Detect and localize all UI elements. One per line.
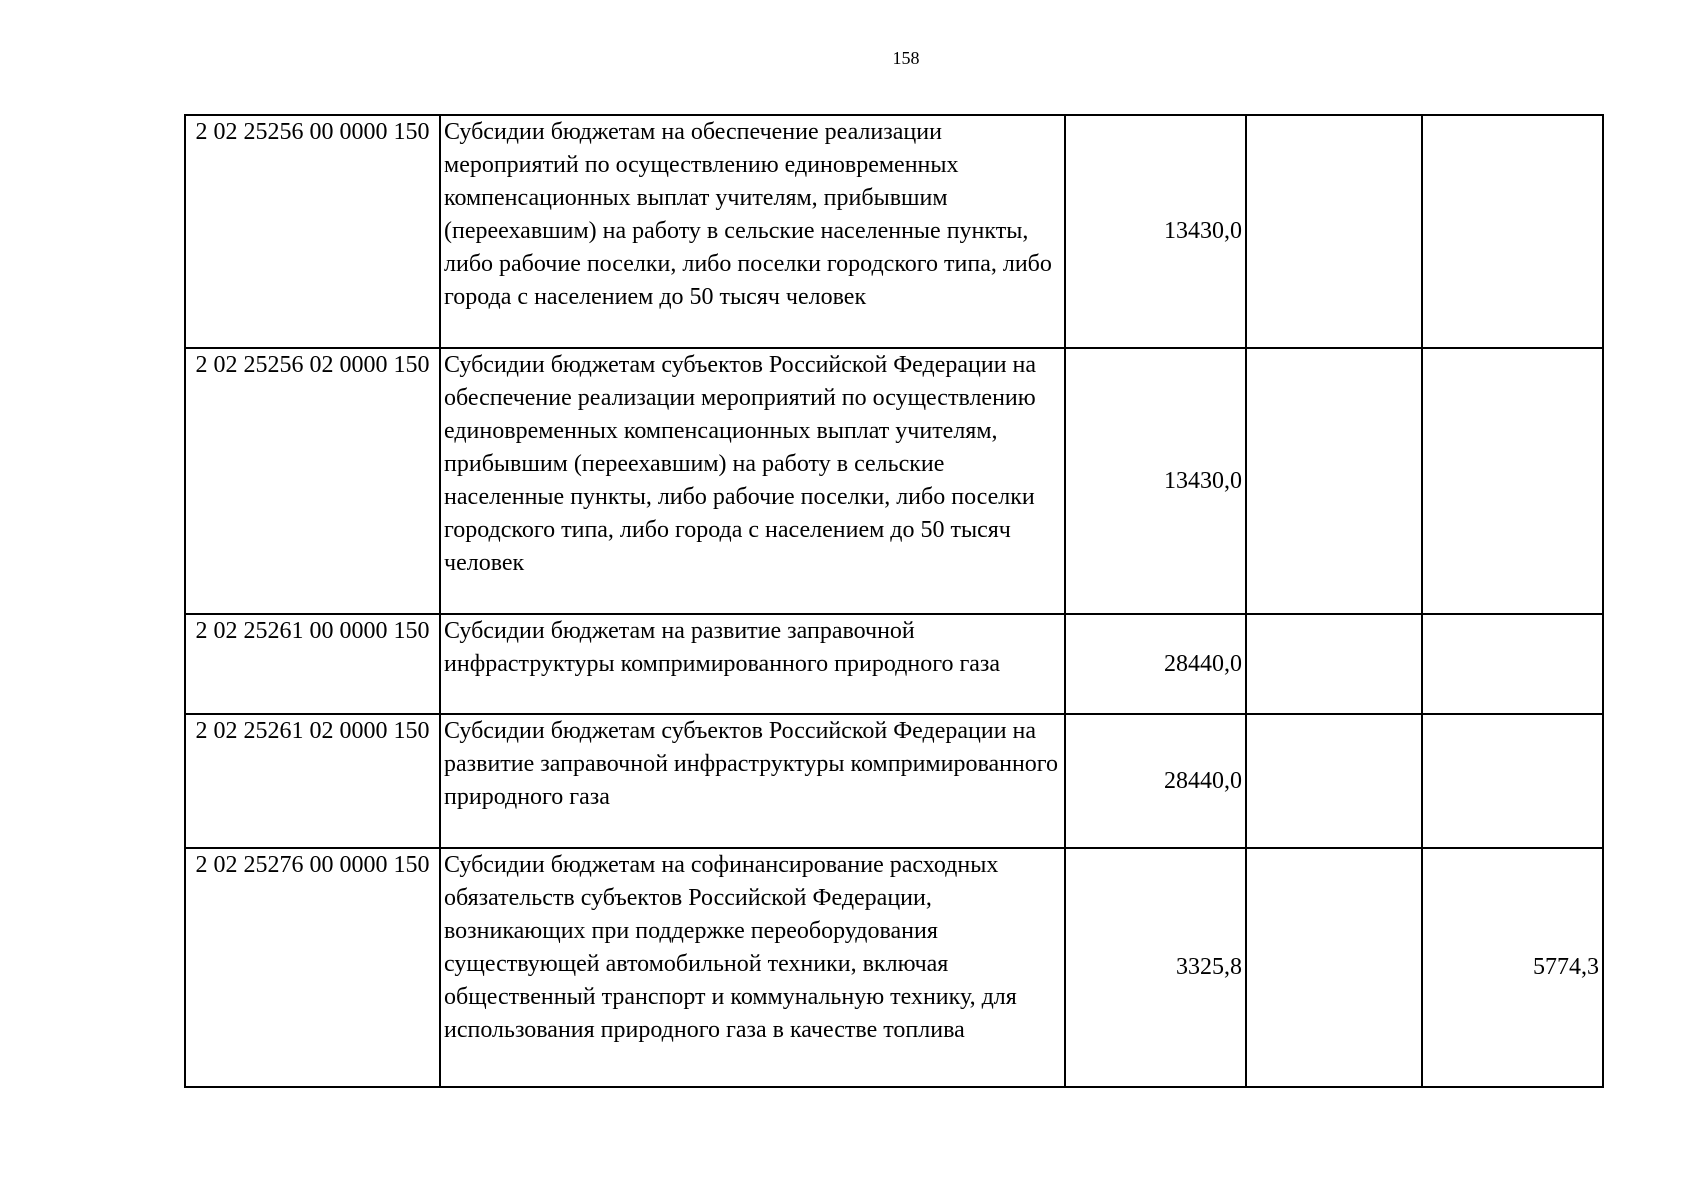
value-cell-2 xyxy=(1246,848,1422,1087)
value-cell-2 xyxy=(1246,714,1422,848)
table-row xyxy=(185,714,1603,848)
description-cell: Субсидии бюджетам на развитие заправочной инфраструктуры компримированного природного газа xyxy=(440,614,1065,714)
budget-table xyxy=(184,114,1604,1088)
value-cell-1: 13430,0 xyxy=(1065,115,1246,348)
page-number: 158 xyxy=(892,48,920,68)
description-cell: Субсидии бюджетам субъектов Российской Федерации на развитие заправочной инфраструктуры компримированного природного газа xyxy=(440,714,1065,848)
value-cell-3 xyxy=(1422,614,1603,714)
value-cell-2 xyxy=(1246,115,1422,348)
value-cell-2 xyxy=(1246,348,1422,614)
table-row xyxy=(185,614,1603,714)
table-row xyxy=(185,348,1603,614)
budget-code-cell: 2 02 25256 00 0000 150 xyxy=(185,115,440,348)
value-cell-3: 5774,3 xyxy=(1422,848,1603,1087)
description-cell: Субсидии бюджетам на обеспечение реализации мероприятий по осуществлению единовременных компенсационных выплат учителям, прибывшим (переехавшим) на работу в сельские населенные пункты, либо рабочие поселки, либо поселки городского типа, либо города с населением до 50 тысяч человек xyxy=(440,115,1065,348)
budget-code-cell: 2 02 25261 02 0000 150 xyxy=(185,714,440,848)
value-cell-1: 28440,0 xyxy=(1065,714,1246,848)
table-row xyxy=(185,115,1603,348)
value-cell-3 xyxy=(1422,714,1603,848)
description-cell: Субсидии бюджетам на софинансирование расходных обязательств субъектов Российской Федерации, возникающих при поддержке переоборудования существующей автомобильной техники, включая общественный транспорт и коммунальную технику, для использования природного газа в качестве топлива xyxy=(440,848,1065,1087)
value-cell-1: 28440,0 xyxy=(1065,614,1246,714)
value-cell-2 xyxy=(1246,614,1422,714)
description-cell: Субсидии бюджетам субъектов Российской Федерации на обеспечение реализации мероприятий по осуществлению единовременных компенсационных выплат учителям, прибывшим (переехавшим) на работу в сельские населенные пункты, либо рабочие поселки, либо поселки городского типа, либо города с населением до 50 тысяч человек xyxy=(440,348,1065,614)
budget-code-cell: 2 02 25276 00 0000 150 xyxy=(185,848,440,1087)
budget-code-cell: 2 02 25261 00 0000 150 xyxy=(185,614,440,714)
value-cell-3 xyxy=(1422,348,1603,614)
value-cell-1: 3325,8 xyxy=(1065,848,1246,1087)
value-cell-3 xyxy=(1422,115,1603,348)
budget-code-cell: 2 02 25256 02 0000 150 xyxy=(185,348,440,614)
table-row xyxy=(185,848,1603,1087)
value-cell-1: 13430,0 xyxy=(1065,348,1246,614)
